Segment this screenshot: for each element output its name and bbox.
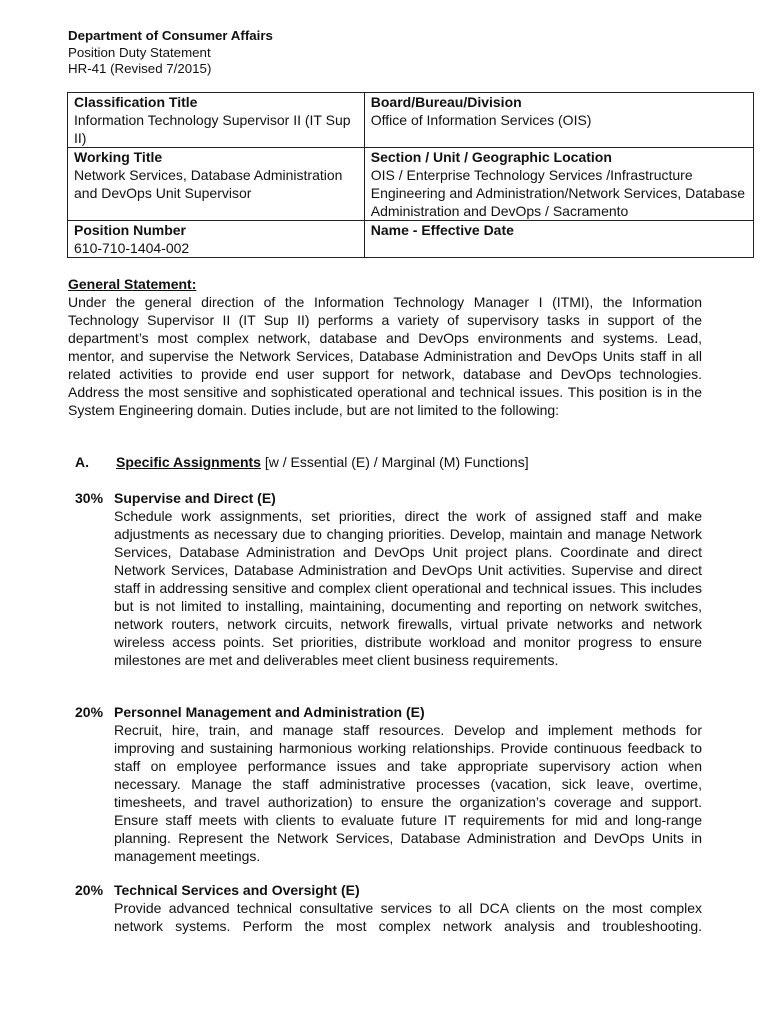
position-number-cell <box>68 221 365 258</box>
duty-item <box>75 703 702 865</box>
duty-percent: 20% <box>75 704 104 720</box>
general-statement-heading: General Statement: <box>68 276 197 292</box>
section-unit-location-value: OIS / Enterprise Technology Services /Infrastructure Engineering and Administration/Network Services, Database Administration and DevOps / Sacramento <box>370 167 746 219</box>
duty-heading <box>75 881 702 899</box>
document-header <box>68 28 273 78</box>
table-row <box>68 93 754 148</box>
section-a-heading <box>75 453 529 471</box>
duty-description: Provide advanced technical consultative services to all DCA clients on the most complex network systems. Perform the most complex network analysis and troubleshooting. <box>114 900 702 934</box>
duty-description: Recruit, hire, train, and manage staff resources. Develop and implement methods for improving and sustaining harmonious working relationships. Provide continuous feedback to staff on employee performance issues and take appropriate supervisory action when necessary. Manage the staff administrative processes (vacation, sick leave, overtime, timesheets, and travel authorization) to ensure the organization’s coverage and support. Ensure staff meets with clients to evaluate future IT requirements for mid and long-range planning. Represent the Network Services, Database Administration and DevOps Units in management meetings. <box>114 722 702 864</box>
duty-description: Schedule work assignments, set priorities, direct the work of assigned staff and make adjustments as necessary due to changing priorities. Develop, maintain and manage Network Services, Database Administration and DevOps Unit project plans. Coordinate and direct Network Services, Database Administration and DevOps Unit activities. Supervise and direct staff in addressing sensitive and complex client operational and technical issues. This includes but is not limited to installing, maintaining, documenting and reporting on network switches, network routers, network circuits, network firewalls, virtual private networks and network wireless access points. Set priorities, distribute workload and monitor progress to ensure milestones are met and deliverables meet client business requirements. <box>114 508 702 668</box>
board-bureau-division-cell <box>364 93 753 148</box>
duty-item <box>75 881 702 935</box>
classification-title-value: Information Technology Supervisor II (IT Sup II) <box>74 112 351 146</box>
document-title: Position Duty Statement <box>68 44 211 60</box>
table-row <box>68 221 754 258</box>
department-name: Department of Consumer Affairs <box>68 28 273 43</box>
name-effective-date-label: Name - Effective Date <box>370 222 514 238</box>
working-title-value: Network Services, Database Administration and DevOps Unit Supervisor <box>74 167 343 201</box>
name-effective-date-cell <box>364 221 753 258</box>
duty-title: Technical Services and Oversight (E) <box>114 882 360 898</box>
duty-item <box>75 489 702 669</box>
board-bureau-division-label: Board/Bureau/Division <box>370 94 522 110</box>
classification-title-label: Classification Title <box>74 94 198 110</box>
section-unit-location-cell <box>364 148 753 221</box>
section-unit-location-label: Section / Unit / Geographic Location <box>370 149 612 165</box>
section-letter: A. <box>75 454 89 470</box>
duty-title: Supervise and Direct (E) <box>114 490 276 506</box>
position-info-table <box>67 92 754 258</box>
table-row <box>68 148 754 221</box>
section-subtitle: [w / Essential (E) / Marginal (M) Functions] <box>260 454 529 470</box>
classification-title-cell <box>68 93 365 148</box>
duty-title: Personnel Management and Administration (E) <box>114 704 425 720</box>
form-number: HR-41 (Revised 7/2015) <box>68 61 212 76</box>
board-bureau-division-value: Office of Information Services (OIS) <box>370 112 592 128</box>
duty-percent: 30% <box>75 490 104 506</box>
duty-heading <box>75 489 702 507</box>
position-number-value: 610-710-1404-002 <box>74 240 190 256</box>
duty-heading <box>75 703 702 721</box>
duty-percent: 20% <box>75 882 104 898</box>
general-statement-text: Under the general direction of the Information Technology Manager I (ITMI), the Information Technology Supervisor II (IT Sup II) performs a variety of supervisory tasks in support of the department’s most complex network, database and DevOps environments and systems. Lead, mentor, and supervise the Network Services, Database Administration and DevOps Units staff in all related activities to provide end user support for network, database and DevOps technologies. Address the most sensitive and sophisticated operational and technical issues. This position is in the System Engineering domain. Duties include, but are not limited to the following: <box>68 294 702 418</box>
working-title-label: Working Title <box>74 149 163 165</box>
position-number-label: Position Number <box>74 222 187 238</box>
working-title-cell <box>68 148 365 221</box>
section-title: Specific Assignments <box>116 454 261 470</box>
